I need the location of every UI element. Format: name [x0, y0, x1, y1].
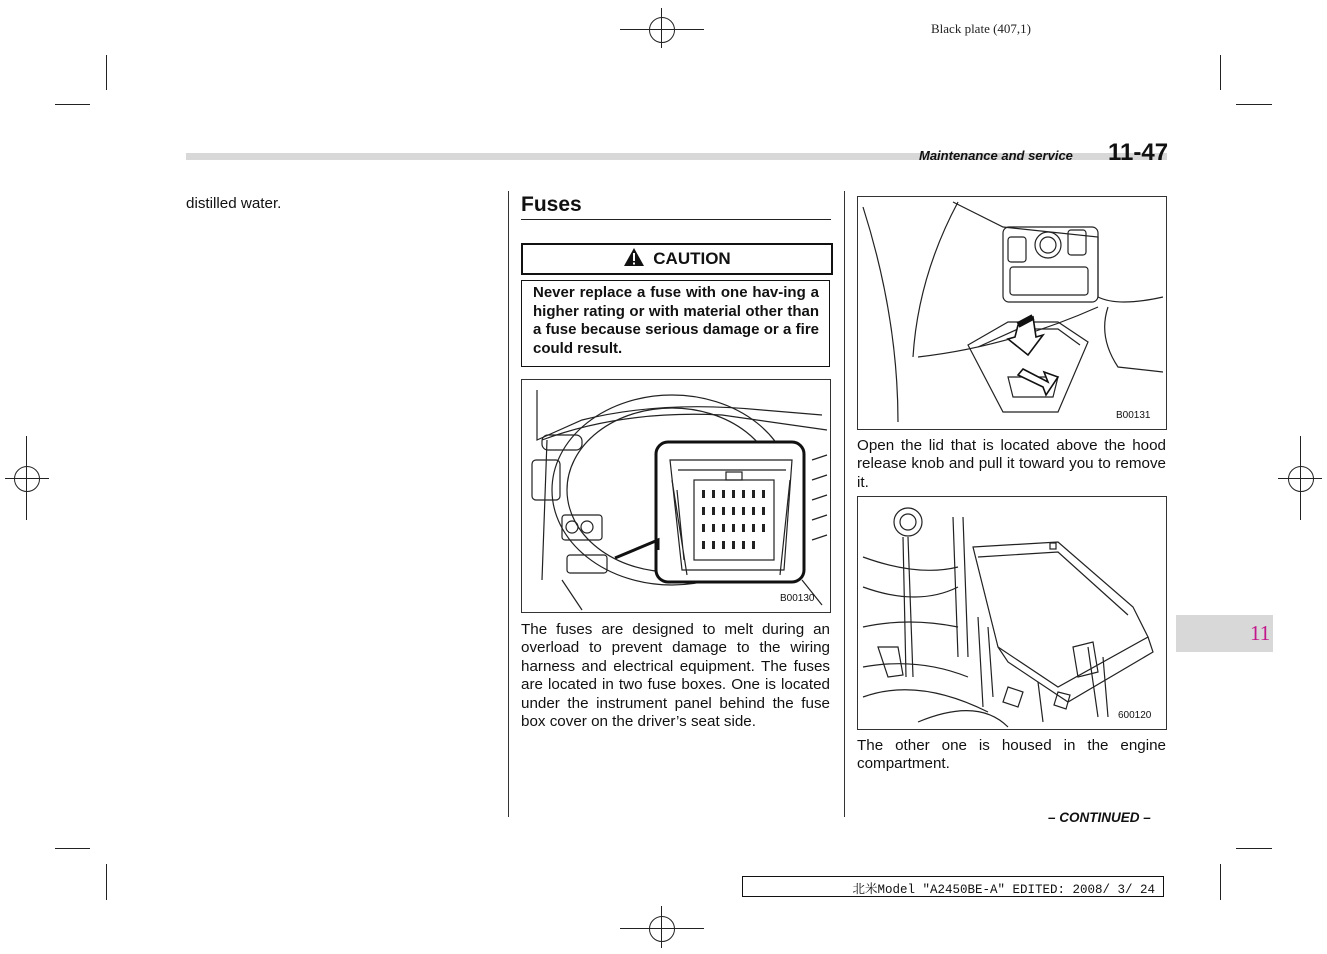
- page-number: 11-47: [1108, 139, 1169, 166]
- fuse-box-cover-illustration: [858, 197, 1166, 429]
- caution-header: [521, 243, 833, 275]
- engine-compartment-illustration: [858, 497, 1166, 729]
- engine-fuse-box-text: The other one is housed in the engine compartment.: [857, 737, 1166, 773]
- edit-footer: 北米Model "A2450BE-A" EDITED: 2008/ 3/ 24: [742, 876, 1164, 897]
- figure-engine-compartment: [857, 496, 1167, 730]
- figure-code-2: B00131: [1116, 410, 1151, 421]
- caution-text: Never replace a fuse with one hav-ing a higher rating or with material other than a fuse because serious damage or a fire could result.: [521, 280, 830, 367]
- figure-code: B00130: [780, 593, 815, 604]
- header-section: Maintenance and service: [919, 148, 1073, 163]
- chapter-tab-number: 11: [1250, 621, 1271, 645]
- column-divider-left: [508, 191, 509, 817]
- left-column-text: distilled water.: [186, 195, 282, 212]
- figure-fuse-box-cover: [857, 196, 1167, 430]
- continued-label: – CONTINUED –: [1048, 810, 1151, 825]
- caution-label: CAUTION: [653, 249, 731, 268]
- fuses-description: The fuses are designed to melt during an overload to prevent damage to the wiring harness and electrical equipment. The fuses are located in two fuse boxes. One is located under the instrument panel behind the fuse box cover on the driver’s seat side.: [521, 621, 830, 731]
- plate-label: Black plate (407,1): [931, 21, 1031, 36]
- figure-code-3: 600120: [1118, 710, 1152, 721]
- column-divider-right: [844, 191, 845, 817]
- instrument-panel-illustration: [522, 380, 830, 612]
- lid-instructions: Open the lid that is located above the hood release knob and pull it toward you to remove it.: [857, 437, 1166, 491]
- section-title: Fuses: [521, 193, 831, 220]
- figure-instrument-panel: [521, 379, 831, 613]
- warning-triangle-icon: [623, 247, 645, 272]
